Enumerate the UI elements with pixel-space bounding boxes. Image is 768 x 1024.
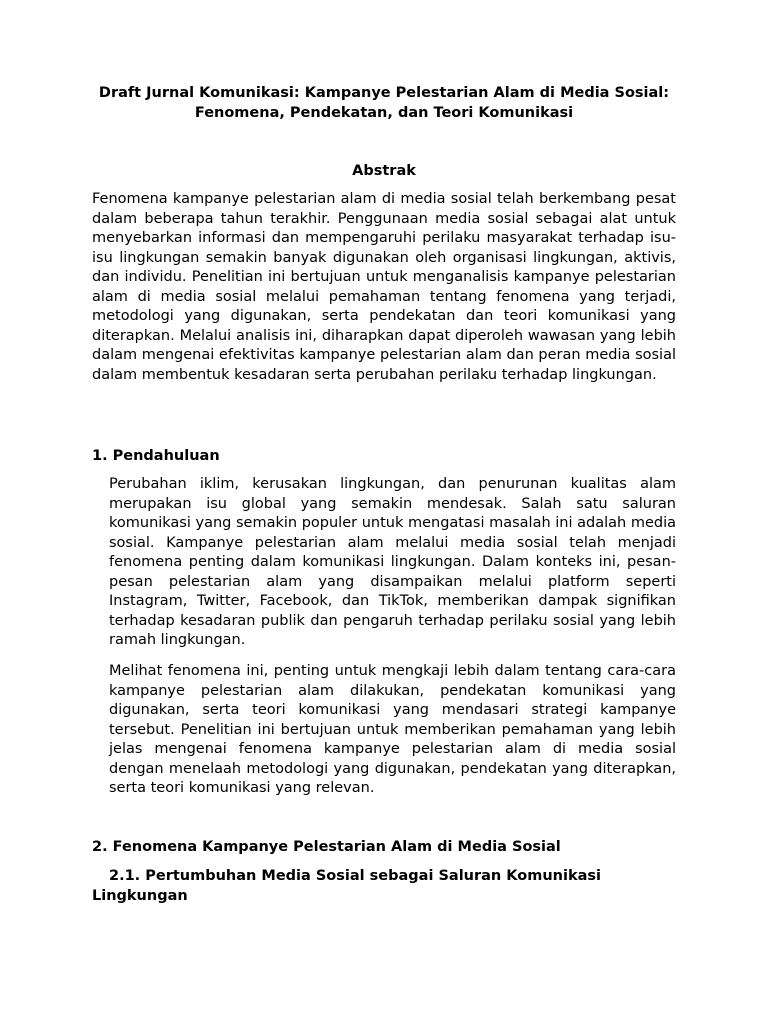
document-title: Draft Jurnal Komunikasi: Kampanye Pelestarian Alam di Media Sosial: Fenomena, Pendekatan, dan Teori Komunikasi bbox=[98, 85, 670, 121]
section-1-heading: 1. Pendahuluan bbox=[92, 448, 220, 464]
abstract-body: Fenomena kampanye pelestarian alam di media sosial telah berkembang pesat dalam beberapa tahun terakhir. Penggunaan media sosial sebagai alat untuk menyebarkan informasi dan mempengaruhi perilaku masyarakat terhadap isu-isu lingkungan semakin banyak digunakan oleh organisasi lingkungan, aktivis, dan individu. Penelitian ini bertujuan untuk menganalisis kampanye pelestarian alam di media sosial melalui pemahaman tentang fenomena yang terjadi, metodologi yang digunakan, serta pendekatan dan teori komunikasi yang diterapkan. Melalui analisis ini, diharapkan dapat diperoleh wawasan yang lebih dalam mengenai efektivitas kampanye pelestarian alam dan peran media sosial dalam membentuk kesadaran serta perubahan perilaku terhadap lingkungan. bbox=[92, 191, 676, 383]
section-1-paragraph-2: Melihat fenomena ini, penting untuk mengkaji lebih dalam tentang cara-cara kampanye pelestarian alam dilakukan, pendekatan komunikasi yang digunakan, serta teori komunikasi yang mendasari strategi kampanye tersebut. Penelitian ini bertujuan untuk memberikan pemahaman yang lebih jelas mengenai fenomena kampanye pelestarian alam di media sosial dengan menelaah metodologi yang digunakan, pendekatan yang diterapkan, serta teori komunikasi yang relevan. bbox=[109, 663, 676, 796]
section-1-paragraph-1: Perubahan iklim, kerusakan lingkungan, dan penurunan kualitas alam merupakan isu global yang semakin mendesak. Salah satu saluran komunikasi yang semakin populer untuk mengatasi masalah ini adalah media sosial. Kampanye pelestarian alam melalui media sosial telah menjadi fenomena penting dalam komunikasi lingkungan. Dalam konteks ini, pesan-pesan pelestarian alam yang disampaikan melalui platform seperti Instagram, Twitter, Facebook, dan TikTok, memberikan dampak signifikan terhadap kesadaran publik dan pengaruh terhadap perilaku sosial yang lebih ramah lingkungan. bbox=[109, 476, 676, 648]
section-2-heading: 2. Fenomena Kampanye Pelestarian Alam di Media Sosial bbox=[92, 839, 561, 855]
abstract-heading: Abstrak bbox=[352, 163, 416, 179]
subsection-2-1-heading: 2.1. Pertumbuhan Media Sosial sebagai Saluran Komunikasi Lingkungan bbox=[92, 868, 601, 904]
